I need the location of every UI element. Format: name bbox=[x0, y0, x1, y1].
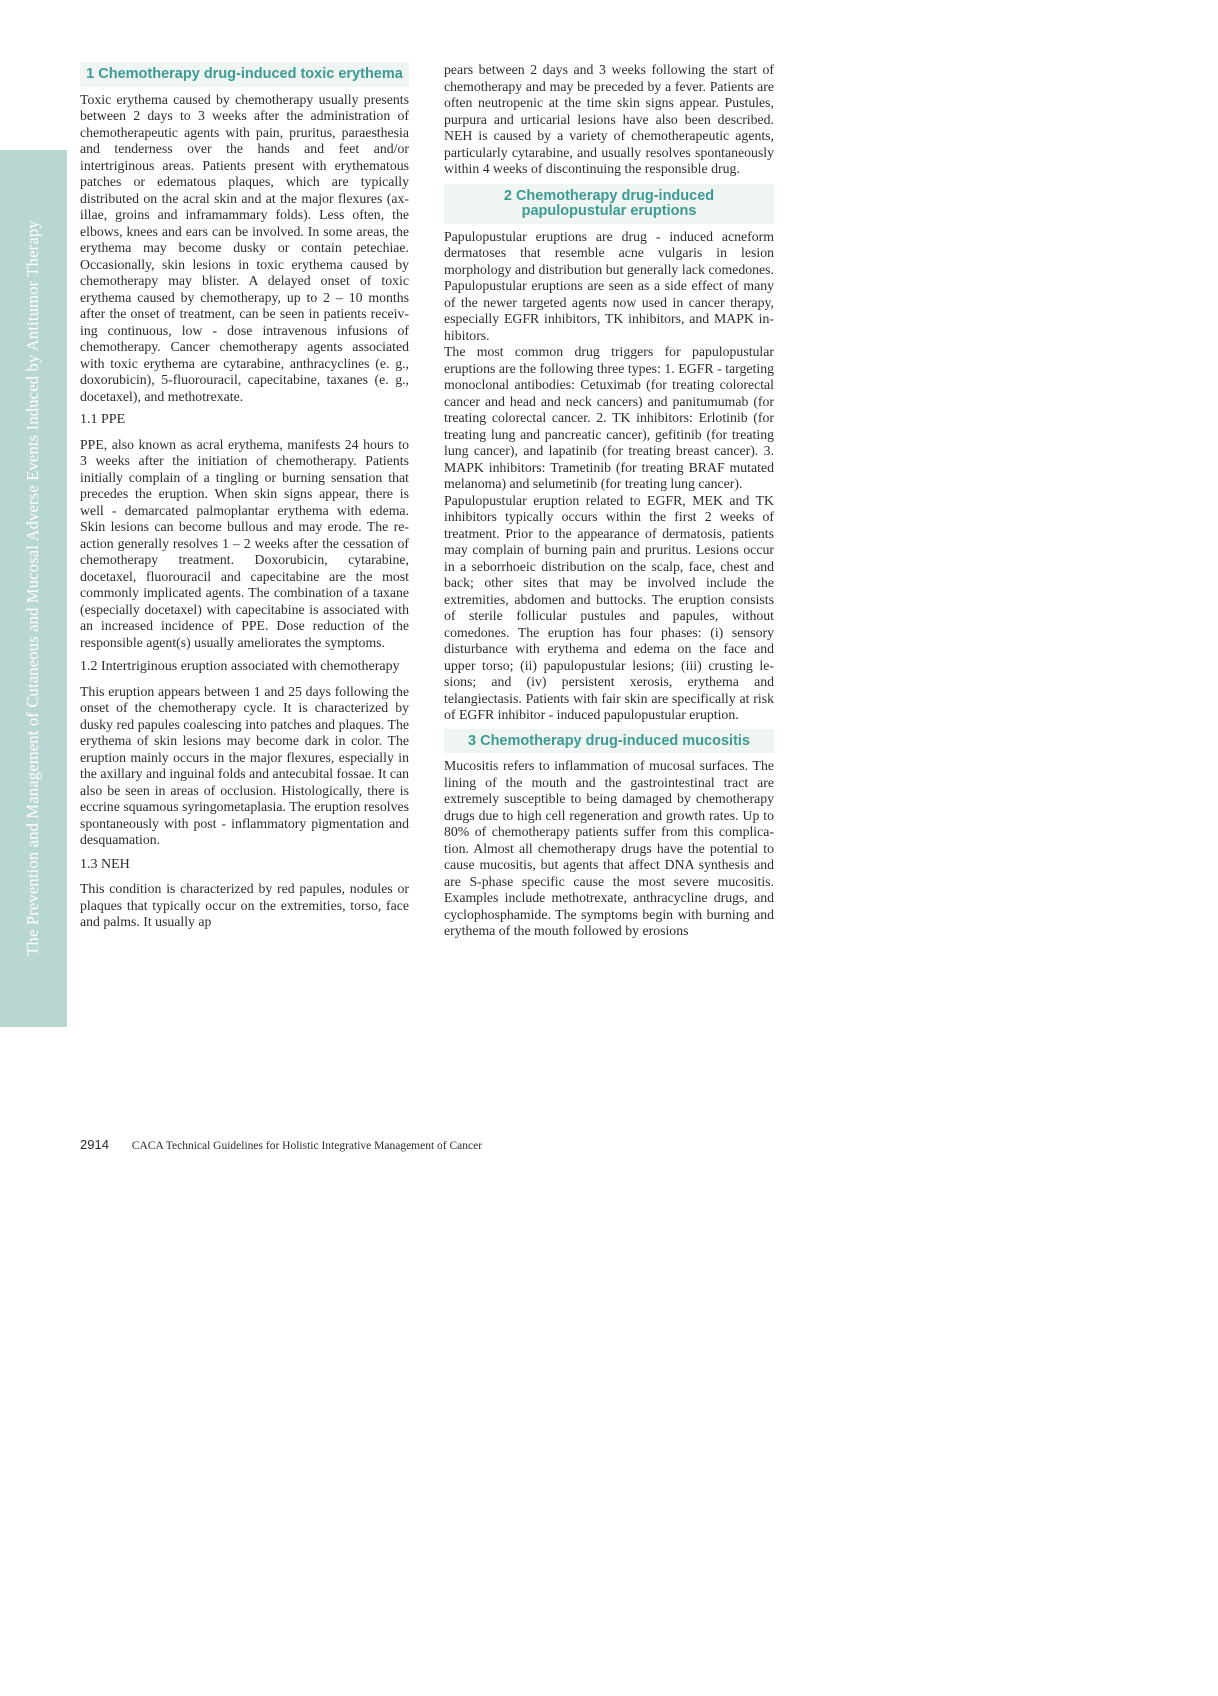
page-footer bbox=[80, 1137, 482, 1152]
neh-continuation-paragraph: pears between 2 days and 3 weeks following the start of chemotherapy and may be preceded by a fever. Patients are often neutropenic at the time skin signs appear. Pustules, purpura and urticarial lesions have also been described. NEH is caused by a variety of chemotherapeutic agents, particularly cytarabine, and usually resolves spontaneously within 4 weeks of discontinuing the responsible drug. bbox=[444, 62, 774, 176]
section-3-heading: 3 Chemotherapy drug-induced mucositis bbox=[444, 729, 774, 754]
footer-title: CACA Technical Guidelines for Holistic Integrative Management of Cancer bbox=[131, 1140, 483, 1152]
subsection-1-1-heading: 1.1 PPE bbox=[80, 412, 126, 427]
section-2-paragraph-3: Papulopustular eruption related to EGFR, MEK and TK inhibitors typically occurs within the first 2 weeks of treatment. Prior to the appearance of dermatosis, patients may complain of burning pain and pruritus. Lesions occur in a seborrhoeic distribution on the scalp, face, chest and back; other sites that may be involved include the extremities, abdomen and buttocks. The eruption consists of sterile follicular pustules and papules, without comedones. The eruption has four phases: (i) sensory disturbance with erythema and edema on the face and upper torso; (ii) papulopustular lesions; (iii) crusting lesions; and (iv) persistent xerosis, erythema and telangiectasis. Patients with fair skin are specifically at risk of EGFR inhibitor - induced papulopustular eruption. bbox=[444, 492, 774, 722]
subsection-1-2-heading: 1.2 Intertriginous eruption associated with chemotherapy bbox=[80, 659, 400, 674]
subsection-1-3-paragraph: This condition is characterized by red papules, nodules or plaques that typically occur on the extremities, torso, face and palms. It usually ap bbox=[80, 881, 409, 929]
subsection-1-3-heading: 1.3 NEH bbox=[80, 856, 130, 872]
subsection-1-2-paragraph: This eruption appears between 1 and 25 days following the onset of the chemotherapy cycle. It is characterized by dusky red papules coalescing into patches and plaques. The erythema of skin lesions may become dark in color. The eruption mainly occurs in the major flexures, especially in the axillary and inguinal folds and antecubital fossae. It can also be seen in areas of occlusion. Histologically, there is eccrine squamous syringometaplasia. The eruption resolves spontaneously with post - inflammatory pigmentation and desquamation. bbox=[80, 683, 409, 847]
page-number: 2914 bbox=[80, 1137, 109, 1152]
section-1-paragraph: Toxic erythema caused by chemotherapy usually presents between 2 days to 3 weeks after the administration of chemotherapeutic agents with pain, pruritus, paraesthesia and tenderness over the hands and feet and/or intertriginous areas. Patients present with erythematous patches or edematous plaques, which are typically distributed on the acral skin and at the major flexures (axillae, groins and inframammary folds). Less often, the elbows, knees and ears can be involved. In some areas, the erythema may become dusky or contain petechiae. Occasionally, skin lesions in toxic erythema caused by chemotherapy may blister. A delayed onset of toxic erythema caused by chemotherapy, up to 2 – 10 months after the onset of treatment, can be seen in patients receiving continuous, low - dose intravenous infusions of chemotherapy. Cancer chemotherapy agents associated with toxic erythema are cytarabine, anthracyclines (e. g., doxorubicin), 5-fluorouracil, capecitabine, taxanes (e. g., docetaxel), and methotrexate. bbox=[80, 91, 409, 404]
section-2-paragraph-2: The most common drug triggers for papulopustular eruptions are the following three types: 1. EGFR - targeting monoclonal antibodies: Cetuximab (for treating colorectal cancer and head and neck cancers) and panitumumab (for treating colorectal cancer. 2. TK inhibitors: Erlotinib (for treating lung and pancreatic cancer), gefitinib (for treating lung cancer), and lapatinib (for treating breast cancer). 3. MAPK inhibitors: Trametinib (for treating BRAF mutated melanoma) and selumetinib (for treating lung cancer). bbox=[444, 344, 774, 491]
section-2-heading: 2 Chemotherapy drug-induced papulopustular eruptions bbox=[444, 184, 774, 224]
section-3-paragraph: Mucositis refers to inflammation of mucosal surfaces. The lining of the mouth and the gastrointestinal tract are extremely susceptible to being damaged by chemotherapy drugs due to high cell regeneration and growth rates. Up to 80% of chemotherapy patients suffer from this complication. Almost all chemotherapy drugs have the potential to cause mucositis, but agents that affect DNA synthesis and are S-phase specific cause the most severe mucositis. Examples include methotrexate, anthracycline drugs, and cyclophosphamide. The symptoms begin with burning and erythema of the mouth followed by erosions bbox=[444, 758, 774, 938]
right-column bbox=[444, 62, 774, 940]
section-2-paragraph-1: Papulopustular eruptions are drug - induced acneform dermatoses that resemble acne vulgaris in lesion morphology and distribution but generally lack comedones. Papulopustular eruptions are seen as a side effect of many of the newer targeted agents now used in cancer therapy, especially EGFR inhibitors, TK inhibitors, and MAPK inhibitors. bbox=[444, 228, 774, 343]
left-column bbox=[80, 62, 409, 931]
side-tab bbox=[0, 150, 67, 1027]
section-1-heading: 1 Chemotherapy drug-induced toxic erythema bbox=[80, 62, 409, 87]
side-tab-title: The Prevention and Management of Cutaneous and Mucosal Adverse Events Induced by Antitumor Therapy bbox=[23, 220, 42, 956]
subsection-1-1-paragraph: PPE, also known as acral erythema, manifests 24 hours to 3 weeks after the initiation of chemotherapy. Patients initially complain of a tingling or burning sensation that precedes the eruption. When skin signs appear, there is well - demarcated palmoplantar erythema with edema. Skin lesions can become bullous and may erode. The reaction generally resolves 1 – 2 weeks after the cessation of chemotherapy treatment. Doxorubicin, cytarabine, docetaxel, fluorouracil and capecitabine are the most commonly implicated agents. The combination of a taxane (especially docetaxel) with capecitabine is associated with an increased incidence of PPE. Dose reduction of the responsible agent(s) usually ameliorates the symptoms. bbox=[80, 436, 409, 650]
